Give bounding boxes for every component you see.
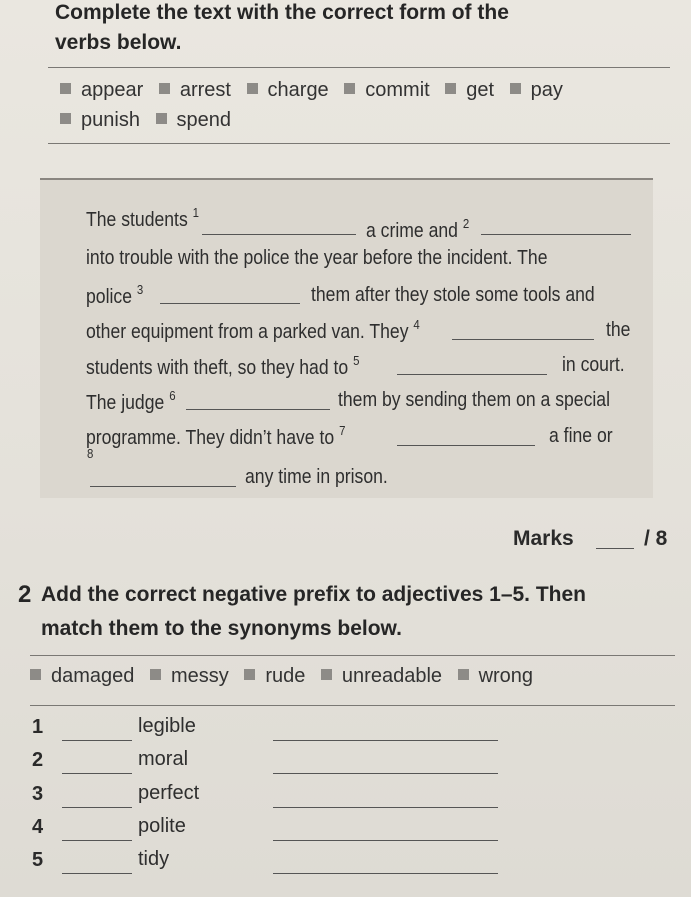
- exercise2-instruction: [18, 580, 688, 644]
- passage-text: police: [86, 286, 132, 308]
- passage-line-6: [86, 388, 176, 415]
- synonym-blank[interactable]: [273, 807, 498, 808]
- passage-line-1: [86, 205, 199, 232]
- item-number: 5: [32, 849, 44, 871]
- wordbank2-item: [321, 662, 442, 690]
- prefix-blank[interactable]: [62, 873, 132, 874]
- passage-line-7: [86, 423, 345, 450]
- bullet-square-icon: [247, 83, 258, 94]
- wordbank1-word: appear: [81, 79, 144, 101]
- wordbank1-item: [510, 76, 563, 104]
- exercise2-number: 2: [18, 581, 32, 608]
- gap-number: 7: [339, 423, 346, 438]
- passage-text: The judge: [86, 392, 165, 414]
- item-adjective: moral: [138, 748, 189, 770]
- wordbank1-word: commit: [365, 79, 430, 101]
- passage-text: them by sending them on a special: [338, 389, 610, 411]
- wordbank1-row1: [60, 76, 573, 104]
- gap-number: 6: [169, 388, 176, 403]
- bullet-square-icon: [344, 83, 355, 94]
- item-adjective: polite: [138, 815, 186, 837]
- passage-text: The students: [86, 209, 188, 231]
- wordbank1-item: [156, 106, 232, 134]
- wordbank1-bottom-rule: [48, 143, 670, 144]
- wordbank1-word: get: [466, 79, 495, 101]
- passage-text: any time in prison.: [245, 466, 388, 488]
- marks-total: / 8: [644, 527, 668, 550]
- passage-text: the: [606, 319, 631, 341]
- wordbank2-bottom-rule: [30, 705, 675, 706]
- synonym-blank[interactable]: [273, 773, 498, 774]
- passage-line-7b: [549, 425, 613, 448]
- passage-line-5b: [562, 354, 625, 377]
- item-adjective: tidy: [138, 848, 170, 870]
- wordbank2-row: [30, 662, 543, 690]
- passage-text: a fine or: [549, 425, 613, 447]
- item-number: 4: [32, 816, 44, 838]
- item-adjective: legible: [138, 715, 196, 737]
- wordbank2-item: [458, 662, 533, 690]
- passage-line-8b: [245, 466, 388, 489]
- exercise2-instruction-line1: Add the correct negative prefix to adjectives 1–5. Then: [41, 583, 587, 606]
- wordbank1-item: [344, 76, 429, 104]
- gap-5[interactable]: [397, 374, 547, 375]
- wordbank2-word: rude: [265, 665, 306, 687]
- gap-number: 4: [413, 317, 420, 332]
- wordbank2-word: messy: [170, 665, 229, 687]
- bullet-square-icon: [60, 113, 71, 124]
- wordbank1-word: spend: [176, 109, 231, 131]
- marks-score-field[interactable]: [596, 548, 634, 549]
- passage-line-1b: [366, 216, 469, 243]
- passage-text: a crime and: [366, 220, 458, 242]
- wordbank1-item: [247, 76, 329, 104]
- passage-line-6b: [338, 389, 610, 412]
- wordbank1-word: arrest: [179, 79, 231, 101]
- wordbank2-item: [30, 662, 134, 690]
- gap-number: 1: [192, 205, 200, 220]
- exercise1-instruction-line1: Complete the text with the correct form of the: [55, 1, 509, 24]
- passage-text: programme. They didn’t have to: [86, 427, 335, 449]
- wordbank1-item: [159, 76, 231, 104]
- passage-text: other equipment from a parked van. They: [86, 321, 409, 343]
- gap-2[interactable]: [481, 234, 631, 235]
- bullet-square-icon: [30, 669, 41, 680]
- exercise1-instruction: [55, 0, 675, 58]
- item-number: 1: [32, 716, 44, 738]
- prefix-blank[interactable]: [62, 840, 132, 841]
- wordbank2-item: [244, 662, 305, 690]
- gap-number: 8: [87, 446, 94, 461]
- prefix-blank[interactable]: [62, 807, 132, 808]
- wordbank2-top-rule: [30, 655, 675, 656]
- bullet-square-icon: [150, 669, 161, 680]
- bullet-square-icon: [321, 669, 332, 680]
- prefix-blank[interactable]: [62, 740, 132, 741]
- bullet-square-icon: [445, 83, 456, 94]
- passage-text: students with theft, so they had to: [86, 357, 349, 379]
- bullet-square-icon: [156, 113, 167, 124]
- passage-line-8-num: [87, 446, 93, 473]
- bullet-square-icon: [244, 669, 255, 680]
- wordbank2-word: unreadable: [341, 665, 443, 687]
- wordbank1-word: pay: [530, 79, 563, 101]
- gap-1[interactable]: [202, 234, 356, 235]
- passage-line-4: [86, 317, 420, 344]
- bullet-square-icon: [458, 669, 469, 680]
- prefix-blank[interactable]: [62, 773, 132, 774]
- exercise2-instruction-line2: match them to the synonyms below.: [41, 617, 402, 640]
- gap-7[interactable]: [397, 445, 535, 446]
- wordbank1-top-rule: [48, 67, 670, 68]
- gap-6[interactable]: [186, 409, 330, 410]
- passage-line-3: [86, 282, 143, 309]
- passage-line-4b: [606, 319, 630, 342]
- passage-line-3b: [311, 284, 595, 307]
- wordbank1-row2: [60, 106, 241, 134]
- wordbank1-word: punish: [81, 109, 140, 131]
- passage-text: in court.: [562, 354, 625, 376]
- synonym-blank[interactable]: [273, 873, 498, 874]
- gap-4[interactable]: [452, 339, 594, 340]
- item-number: 2: [32, 749, 44, 771]
- wordbank2-word: wrong: [478, 665, 534, 687]
- wordbank2-word: damaged: [51, 665, 135, 687]
- wordbank2-item: [150, 662, 229, 690]
- bullet-square-icon: [510, 83, 521, 94]
- gap-number: 2: [462, 216, 470, 231]
- wordbank1-item: [60, 106, 140, 134]
- marks-label: Marks: [513, 527, 574, 550]
- wordbank1-word: charge: [267, 79, 329, 101]
- gap-number: 5: [353, 353, 360, 368]
- passage-text: them after they stole some tools and: [311, 284, 595, 306]
- bullet-square-icon: [159, 83, 170, 94]
- passage-line-5: [86, 353, 359, 380]
- synonym-blank[interactable]: [273, 840, 498, 841]
- wordbank1-item: [445, 76, 494, 104]
- passage-text: into trouble with the police the year before the incident. The: [86, 247, 548, 269]
- exercise1-instruction-line2: verbs below.: [55, 31, 182, 54]
- gap-8[interactable]: [90, 486, 236, 487]
- wordbank1-item: [60, 76, 143, 104]
- bullet-square-icon: [60, 83, 71, 94]
- item-number: 3: [32, 783, 44, 805]
- synonym-blank[interactable]: [273, 740, 498, 741]
- gap-3[interactable]: [160, 303, 300, 304]
- item-adjective: perfect: [138, 782, 200, 804]
- passage-line-2: [86, 247, 547, 270]
- gap-number: 3: [136, 282, 144, 297]
